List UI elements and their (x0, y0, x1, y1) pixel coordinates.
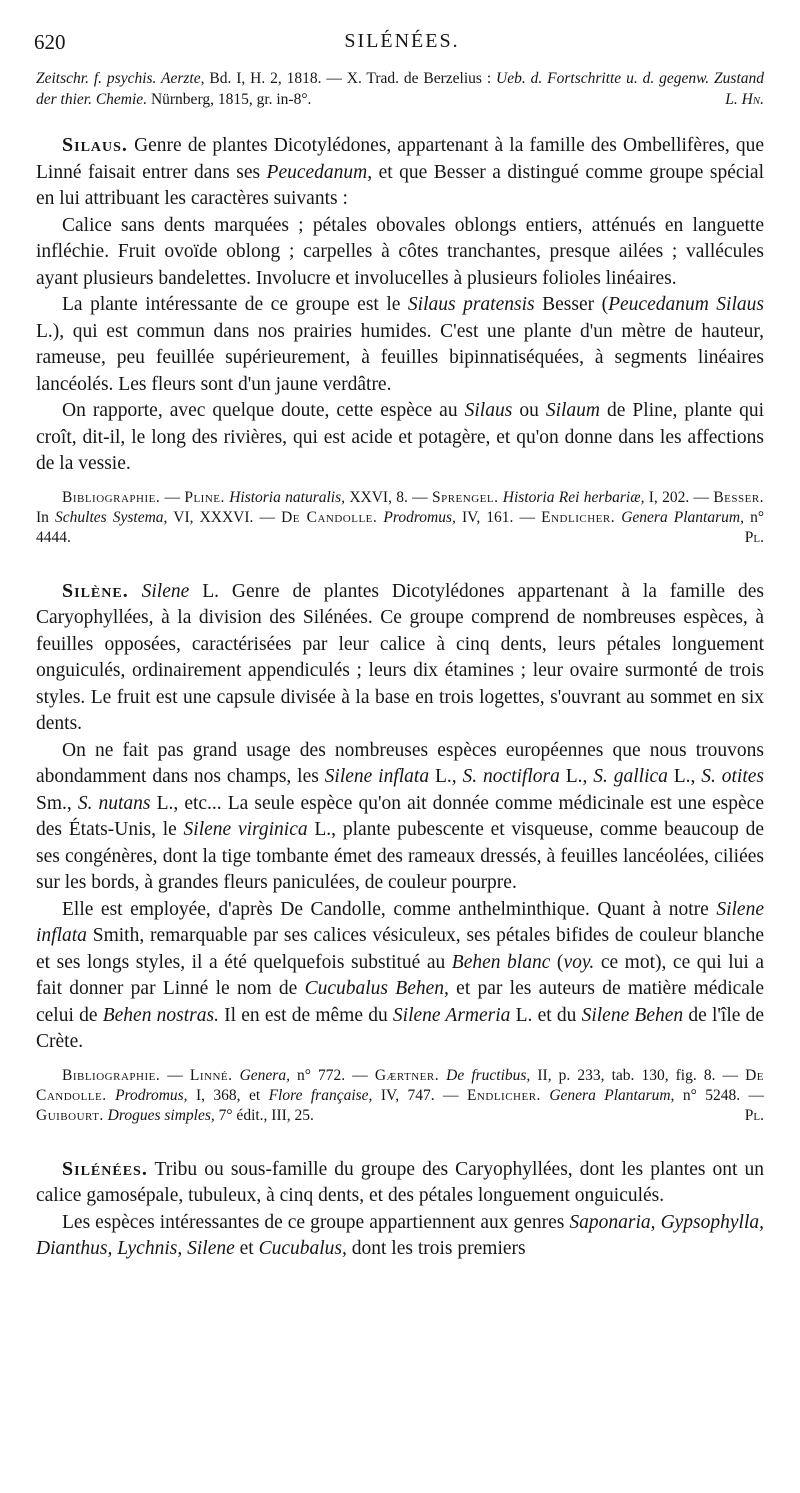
running-title: SILÉNÉES. (344, 30, 460, 52)
page-header (34, 30, 770, 60)
silenees-paragraph-1: Silénées. Tribu ou sous-famille du groupe des Caryophyllées, dont les plantes ont un calice gamosépale, tubuleux, à cinq dents, et des pétales longuement onguiculés. (36, 1157, 764, 1206)
entry-silenees (36, 1156, 764, 1263)
silaus-bibliography: Bibliographie. — Pline. Historia naturalis, XXVI, 8. — Sprengel. Historia Rei herbariæ, I, 202. — Besser. In Schultes Systema, VI, XXXVI. — De Candolle. Prodromus, IV, 161. — Endlicher. Genera Plantarum, n° 4444. Pl. (36, 488, 765, 546)
silene-bibliography: Bibliographie. — Linné. Genera, n° 772. — Gærtner. De fructibus, II, p. 233, tab. 130, fig. 8. — De Candolle. Prodromus, I, 368, et Flore française, IV, 747. — Endlicher. Genera Plantarum, n° 5248. — Guibourt. Drogues simples, 7° édit., III, 25. Pl. (36, 1066, 765, 1124)
page-content (36, 68, 764, 1263)
author-signature: L. Hn. (725, 91, 764, 108)
silaus-paragraph-4: On rapporte, avec quelque doute, cette espèce au Silaus ou Silaum de Pline, plante qui croît, dit-il, le long des rivières, qui est acide et potagère, et qu'on donne dans les affections de la vessie. (36, 400, 764, 474)
entry-heading-silene: Silène. (62, 579, 129, 602)
entry-heading-silenees: Silénées. (62, 1157, 148, 1180)
top-reference: Zeitschr. f. psychis. Aerzte, Bd. I, H. 2, 1818. — X. Trad. de Berzelius : Ueb. d. Fortschritte u. d. gegenw. Zustand der thier. Chemie. Nürnberg, 1815, gr. in-8°. L. Hn. (36, 70, 765, 108)
entry-silene (36, 578, 764, 1126)
silaus-paragraph-1: Silaus. Genre de plantes Dicotylédones, appartenant à la famille des Ombellifères, que Linné faisait entrer dans ses Peucedanum, et que Besser a distingué comme groupe spécial en lui attribuant les caractères suivants : (36, 134, 764, 209)
silene-paragraph-3: Elle est employée, d'après De Candolle, comme anthelminthique. Quant à notre Silene inflata Smith, remarquable par ses calices vésiculeux, ses pétales bifides de couleur blanche et ses longs styles, il a été quelquefois substitué au Behen blanc (voy. ce mot), ce qui lui a fait donner par Linné le nom de Cucubalus Behen, et par les auteurs de matière médicale celui de Behen nostras. Il en est de même du Silene Armeria L. et du Silene Behen de l'île de Crète. (36, 898, 765, 1052)
silenees-paragraph-2: Les espèces intéressantes de ce groupe appartiennent aux genres Saponaria, Gypsophylla, Dianthus, Lychnis, Silene et Cucubalus, dont les trois premiers (36, 1211, 765, 1259)
author-signature: Pl. (744, 1106, 764, 1124)
entry-silaus (36, 132, 764, 548)
silaus-paragraph-2: Calice sans dents marquées ; pétales obovales oblongs entiers, atténués en languette infléchie. Fruit ovoïde oblong ; carpelles à côtes tranchantes, presque ailées ; vallécules ayant plusieurs bandelettes. Involucre et involucelles à plusieurs folioles linéaires. (36, 214, 764, 289)
entry-separator (36, 1126, 764, 1156)
page-number: 620 (34, 30, 66, 54)
entry-separator (36, 548, 764, 578)
silene-paragraph-2: On ne fait pas grand usage des nombreuses espèces européennes que nous trouvons abondamment dans nos champs, les Silene inflata L., S. noctiflora L., S. gallica L., S. otites Sm., S. nutans L., etc... La seule espèce qu'on ait donnée comme médicinale est une espèce des États-Unis, le Silene virginica L., plante pubescente et visqueuse, comme beaucoup de ses congénères, dont la tige tombante émet des rameaux dressés, à feuilles lancéolées, ciliées sur les bords, à grandes fleurs paniculées, de couleur pourpre. (36, 739, 765, 893)
silene-paragraph-1: Silène. Silene L. Genre de plantes Dicotylédones appartenant à la famille des Caryophyllées, à la division des Silénées. Ce groupe comprend de nombreuses espèces, à feuilles opposées, caractérisées par leur calice à cinq dents, leurs pétales longuement onguiculés, ordinairement appendiculés ; leurs dix étamines ; leur ovaire surmonté de trois styles. Le fruit est une capsule divisée à la base en trois logettes, s'ouvrant au sommet en six dents. (36, 579, 764, 734)
author-signature: Pl. (744, 528, 764, 546)
silaus-paragraph-3: La plante intéressante de ce groupe est le Silaus pratensis Besser (Peucedanum Silaus L.), qui est commun dans nos prairies humides. C'est une plante d'un mètre de hauteur, rameuse, peu feuillée supérieurement, à feuilles bipinnatiséquées, à segments linéaires lancéolés. Les fleurs sont d'un jaune verdâtre. (36, 294, 764, 395)
entry-heading-silaus: Silaus. (62, 134, 128, 156)
